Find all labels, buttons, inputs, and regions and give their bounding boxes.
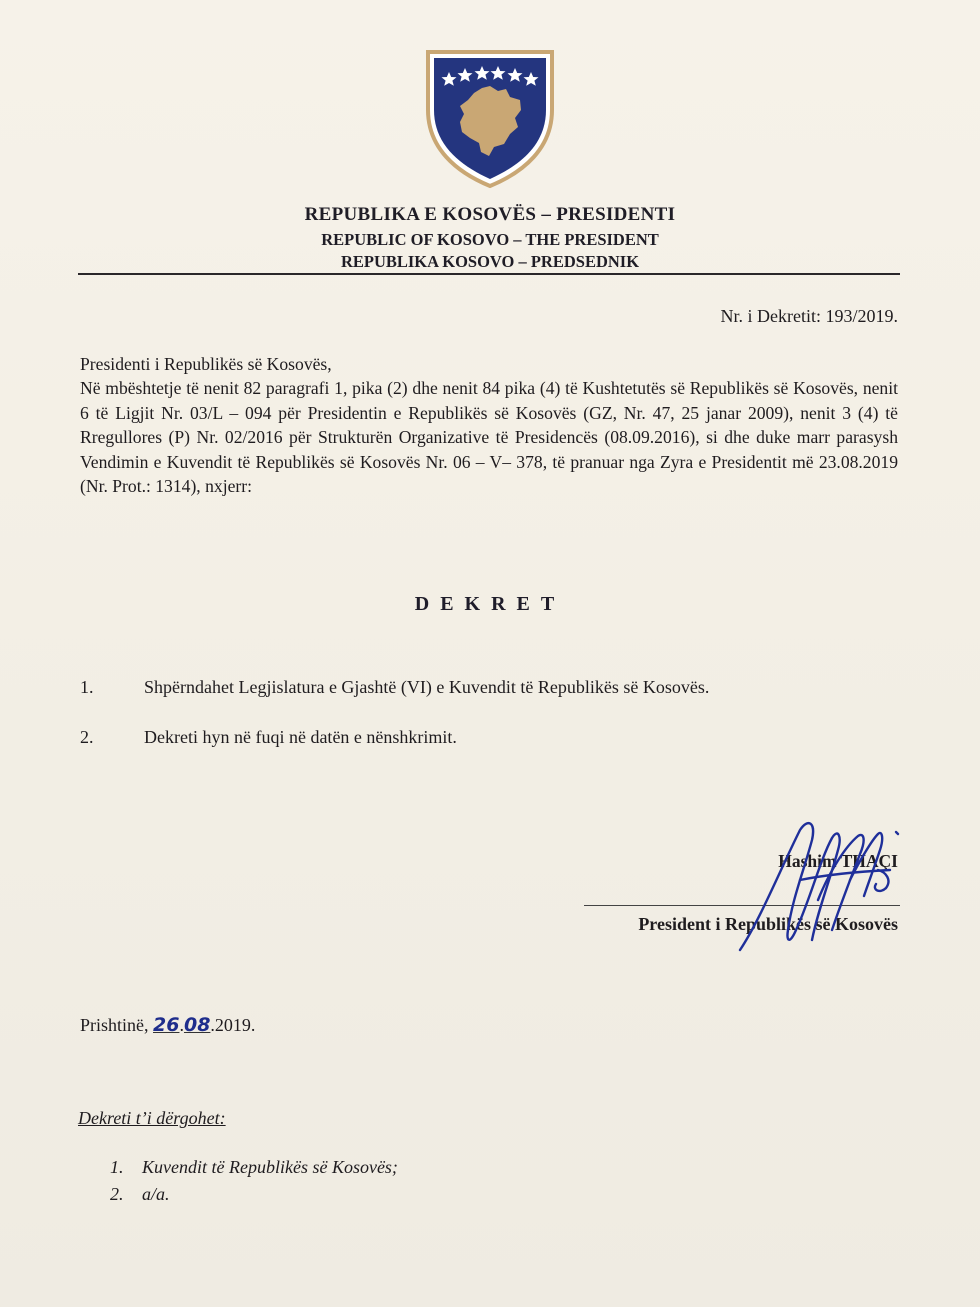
year-text: .2019. <box>210 1015 256 1035</box>
preamble-body: Në mbështetje të nenit 82 paragrafi 1, pika (2) dhe nenit 84 pika (4) të Kushtetutës së Republikës së Kosovës, nenit 6 të Ligjit Nr. 03/L – 094 për Presidentin e Republikës së Kosovës (GZ, Nr. 47, 25 janar 2009), nenit 3 (4) të Rregullores (P) Nr. 02/2016 për Strukturën Organizative të Presidencës (08.09.2016), si dhe duke marr parasysh Vendimin e Kuvendit të Republikës së Kosovës Nr. 06 – V– 378, të pranuar nga Zyra e Presidentit më 23.08.2019 (Nr. Prot.: 1314), nxjerr: <box>80 378 898 497</box>
article-text: Shpërndahet Legjislatura e Gjashtë (VI) e Kuvendit të Republikës së Kosovës. <box>144 677 710 697</box>
signatory-name: Hashim THAÇI <box>778 851 898 871</box>
article-number: 1. <box>80 677 94 697</box>
handwritten-day: 26 <box>153 1014 180 1036</box>
header-divider <box>78 273 900 275</box>
header-title-serbian: REPUBLIKA KOSOVO – PREDSEDNIK <box>340 252 640 271</box>
distribution-text: Kuvendit të Republikës së Kosovës; <box>142 1157 398 1177</box>
preamble-opening: Presidenti i Republikës së Kosovës, <box>80 354 332 374</box>
date-separator: . <box>179 1015 184 1035</box>
decree-title: DEKRET <box>414 593 566 615</box>
article-number: 2. <box>80 727 94 747</box>
place-text: Prishtinë, <box>80 1015 154 1035</box>
article-text: Dekreti hyn në fuqi në datën e nënshkrimit. <box>144 727 457 747</box>
handwritten-signature-icon <box>700 810 930 960</box>
handwritten-month: 08 <box>183 1014 211 1036</box>
distribution-item <box>110 1184 170 1205</box>
place-and-date <box>80 1014 255 1036</box>
header-title-albanian: REPUBLIKA E KOSOVËS – PRESIDENTI <box>304 204 676 225</box>
distribution-item <box>110 1157 398 1178</box>
decree-number: Nr. i Dekretit: 193/2019. <box>720 306 898 326</box>
signatory-title: President i Republikës së Kosovës <box>638 914 898 934</box>
coat-of-arms-icon <box>424 48 556 190</box>
distribution-number: 1. <box>110 1157 124 1177</box>
distribution-number: 2. <box>110 1184 124 1204</box>
header-title-english: REPUBLIC OF KOSOVO – THE PRESIDENT <box>321 230 659 249</box>
preamble <box>80 352 898 498</box>
distribution-label: Dekreti t’i dërgohet: <box>78 1108 226 1128</box>
distribution-text: a/a. <box>142 1184 170 1204</box>
